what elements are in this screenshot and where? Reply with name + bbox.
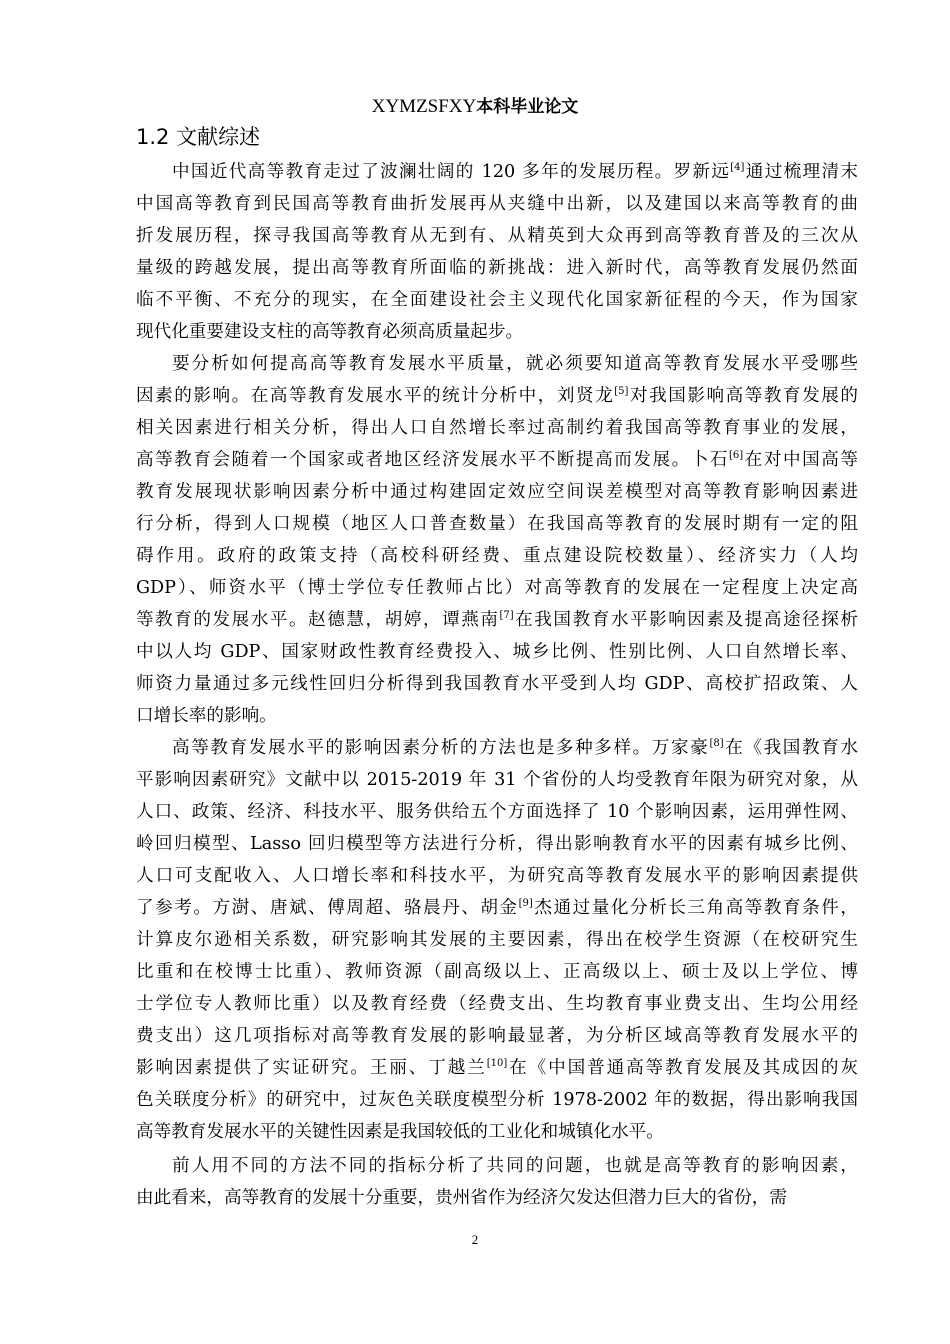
- text-segment: 费支出）这几项指标对高等教育发展的影响最显著，为分析区域高等教育发展水平的: [136, 1026, 858, 1046]
- text-segment: 通过梳理清末: [744, 162, 858, 182]
- text-segment: 中国高等教育到民国高等教育曲折发展再从夹缝中出新，以及建国以来高等教育的曲: [136, 194, 858, 214]
- citation-marker: [6]: [729, 450, 744, 461]
- page-number: 2: [471, 1232, 479, 1247]
- text-line: [136, 604, 858, 636]
- text-segment: 现代化重要建设支柱的高等教育必须高质量起步。: [136, 322, 524, 342]
- text-segment: 高等教育会随着一个国家或者地区经济发展水平不断提高而发展。卜石: [136, 450, 730, 470]
- text-line: [136, 252, 858, 284]
- text-segment: 中以人均 GDP、国家财政性教育经费投入、城乡比例、性别比例、人口自然增长率、: [136, 642, 858, 662]
- text-segment: 量级的跨越发展，提出高等教育所面临的新挑战：进入新时代，高等教育发展仍然面: [136, 258, 858, 278]
- text-segment: 口增长率的影响。: [136, 706, 277, 726]
- text-line: [136, 316, 858, 348]
- text-line: [136, 572, 858, 604]
- text-segment: 等教育的发展水平。赵德慧，胡婷，谭燕南: [136, 610, 500, 630]
- text-line: [136, 1020, 858, 1052]
- text-segment: 高等教育发展水平的影响因素分析的方法也是多种多样。万家豪: [172, 738, 710, 758]
- text-line: [136, 764, 858, 796]
- citation-marker: [4]: [730, 162, 745, 173]
- text-segment: 临不平衡、不充分的现实，在全面建设社会主义现代化国家新征程的今天，作为国家: [136, 290, 858, 310]
- text-segment: 在我国教育水平影响因素及提高途径探析: [513, 610, 858, 630]
- page-header: [0, 94, 950, 119]
- text-segment: 碍作用。政府的政策支持（高校科研经费、重点建设院校数量）、经济实力（人均: [136, 546, 858, 566]
- citation-marker: [10]: [486, 1058, 508, 1069]
- text-line: [136, 1084, 858, 1116]
- text-segment: 要分析如何提高高等教育发展水平质量，就必须要知道高等教育发展水平受哪些: [172, 354, 858, 374]
- text-segment: 由此看来，高等教育的发展十分重要，贵州省作为经济欠发达但潜力巨大的省份，需: [136, 1188, 787, 1208]
- text-segment: 岭回归模型、Lasso 回归模型等方法进行分析，得出影响教育水平的因素有城乡比例、: [136, 834, 858, 854]
- text-line: [136, 796, 858, 828]
- text-line: [136, 156, 858, 188]
- text-line: [136, 924, 858, 956]
- text-segment: 师资力量通过多元线性回归分析得到我国教育水平受到人均 GDP、高校扩招政策、人: [136, 674, 858, 694]
- text-line: [136, 348, 858, 380]
- citation-marker: [5]: [614, 386, 629, 397]
- text-line: [136, 1182, 858, 1214]
- text-line: [136, 828, 858, 860]
- text-line: [136, 380, 858, 412]
- text-line: [136, 956, 858, 988]
- text-line: [136, 668, 858, 700]
- text-segment: 在《我国教育水: [723, 738, 858, 758]
- text-line: [136, 1116, 858, 1148]
- text-line: [136, 860, 858, 892]
- text-segment: 前人用不同的方法不同的指标分析了共同的问题，也就是高等教育的影响因素，: [172, 1156, 858, 1176]
- text-segment: 对我国影响高等教育发展的: [628, 386, 858, 406]
- text-line: [136, 188, 858, 220]
- text-segment: 影响因素提供了实证研究。王丽、丁越兰: [136, 1058, 487, 1078]
- text-line: [136, 476, 858, 508]
- text-segment: 平影响因素研究》文献中以 2015-2019 年 31 个省份的人均受教育年限为研究对象，从: [136, 770, 858, 790]
- text-segment: 计算皮尔逊相关系数，研究影响其发展的主要因素，得出在校学生资源（在校研究生: [136, 930, 858, 950]
- text-segment: 杰通过量化分析长三角高等教育条件，: [532, 898, 858, 918]
- text-segment: 高等教育发展水平的关键性因素是我国较低的工业化和城镇化水平。: [136, 1122, 664, 1142]
- text-line: [136, 636, 858, 668]
- text-segment: 教育发展现状影响因素分析中通过构建固定效应空间误差模型对高等教育影响因素进: [136, 482, 858, 502]
- text-segment: 折发展历程，探寻我国高等教育从无到有、从精英到大众再到高等教育普及的三次从: [136, 226, 858, 246]
- school-code: XYMZSFXY: [371, 96, 477, 117]
- text-segment: 中国近代高等教育走过了波澜壮阔的 120 多年的发展历程。罗新远: [172, 162, 731, 182]
- text-segment: 了参考。方澍、唐斌、傅周超、骆晨丹、胡金: [136, 898, 519, 918]
- text-line: [136, 892, 858, 924]
- text-line: [136, 220, 858, 252]
- text-segment: 行分析，得到人口规模（地区人口普查数量）在我国高等教育的发展时期有一定的阻: [136, 514, 858, 534]
- text-segment: 士学位专人教师比重）以及教育经费（经费支出、生均教育事业费支出、生均公用经: [136, 994, 858, 1014]
- text-line: [136, 1052, 858, 1084]
- text-segment: 色关联度分析》的研究中，过灰色关联度模型分析 1978-2002 年的数据，得出影响我国: [136, 1090, 858, 1110]
- text-line: [136, 284, 858, 316]
- text-segment: 相关因素进行相关分析，得出人口自然增长率过高制约着我国高等教育事业的发展，: [136, 418, 858, 438]
- text-segment: 人口可支配收入、人口增长率和科技水平，为研究高等教育发展水平的影响因素提供: [136, 866, 858, 886]
- text-segment: 比重和在校博士比重）、教师资源（副高级以上、正高级以上、硕士及以上学位、博: [136, 962, 858, 982]
- section-heading: 1.2 文献综述: [136, 125, 261, 149]
- citation-marker: [8]: [709, 738, 724, 749]
- text-segment: 因素的影响。在高等教育发展水平的统计分析中，刘贤龙: [136, 386, 615, 406]
- text-segment: 在《中国普通高等教育发展及其成因的灰: [507, 1058, 858, 1078]
- citation-marker: [9]: [518, 898, 533, 909]
- text-line: [136, 444, 858, 476]
- text-line: [136, 508, 858, 540]
- text-segment: 人口、政策、经济、科技水平、服务供给五个方面选择了 10 个影响因素，运用弹性网、: [136, 802, 858, 822]
- text-line: [136, 412, 858, 444]
- text-line: [136, 540, 858, 572]
- citation-marker: [7]: [499, 610, 514, 621]
- text-segment: 在对中国高等: [743, 450, 858, 470]
- text-line: [136, 988, 858, 1020]
- text-line: [136, 732, 858, 764]
- thesis-label: 本科毕业论文: [476, 97, 579, 117]
- text-segment: GDP）、师资水平（博士学位专任教师占比）对高等教育的发展在一定程度上决定高: [136, 578, 858, 598]
- text-line: [136, 1150, 858, 1182]
- text-line: [136, 700, 858, 732]
